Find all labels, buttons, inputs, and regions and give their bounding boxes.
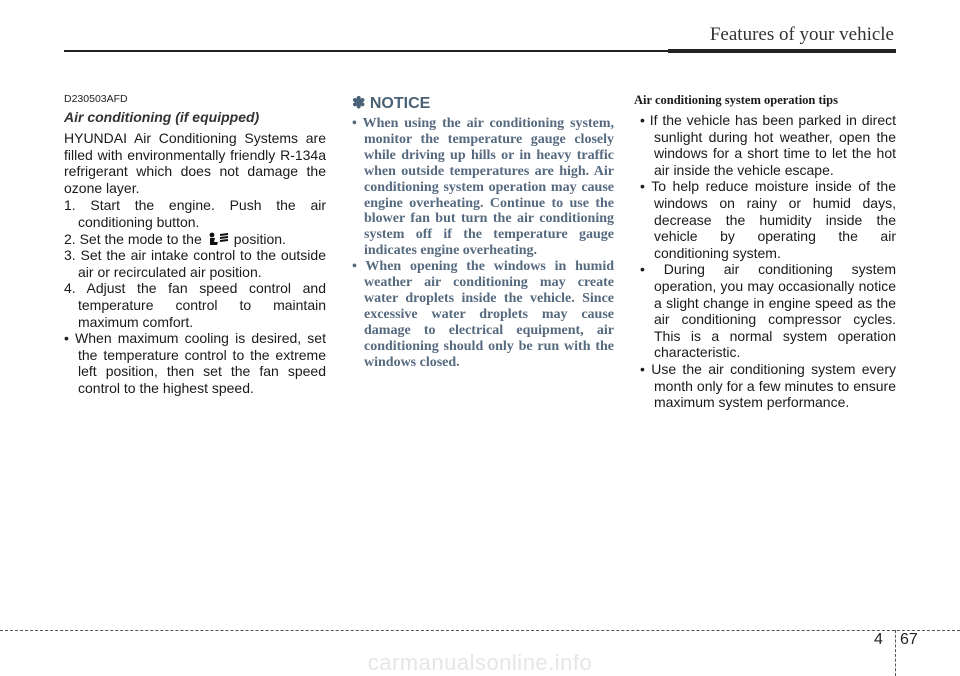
tip-1: • If the vehicle has been parked in direct sunlight during hot weather, open the windows for a short time to let the hot air inside the vehicle escape. — [640, 112, 896, 178]
left-column — [64, 93, 326, 397]
step-2-suffix: position. — [233, 230, 286, 247]
intro-paragraph: HYUNDAI Air Conditioning Systems are filled with environmentally friendly R-134a refrigerant which does not damage the ozone layer. — [64, 130, 326, 196]
header-rule-thin — [64, 50, 668, 52]
notice-item-2: • When opening the windows in humid weather air conditioning may create water droplets inside the vehicle. Since excessive water droplets may cause damage to electrical equipment, air conditioning should only be run with the windows closed. — [352, 259, 614, 370]
section-subheading: Air conditioning (if equipped) — [64, 109, 260, 125]
step-4: 4. Adjust the fan speed control and temperature control to maintain maximum comfort. — [64, 280, 326, 330]
step-2 — [64, 231, 326, 248]
step-2-text: 2. Set the mode to the — [64, 230, 202, 247]
tip-2: • To help reduce moisture inside of the windows on rainy or humid days, decrease the humidity inside the vehicle by operating the air conditioning system. — [640, 178, 896, 261]
footer-rule — [0, 630, 960, 631]
notice-item-1: • When using the air conditioning system, monitor the temperature gauge closely while driving up hills or in heavy traffic when outside temperatures are high. Air conditioning system operation may cause engine overheating. Continue to use the blower fan but turn the air conditioning system off if the temperature gauge indicates engine overheating. — [352, 116, 614, 259]
section-code: D230503AFD — [64, 93, 128, 105]
chapter-number: 4 — [874, 631, 883, 648]
page-number: 67 — [900, 631, 918, 648]
watermark: carmanualsonline.info — [367, 650, 593, 675]
step-1: 1. Start the engine. Push the air conditioning button. — [64, 197, 326, 230]
tips-heading: Air conditioning system operation tips — [634, 93, 838, 107]
page-header-title: Features of your vehicle — [709, 24, 894, 45]
header-rule — [64, 49, 896, 53]
face-vent-mode-icon — [206, 232, 230, 247]
header-rule-thick — [668, 49, 896, 53]
tip-4: • Use the air conditioning system every month only for a few minutes to ensure maximum system performance. — [640, 360, 896, 411]
tip-3: • During air conditioning system operation, you may occasionally notice a slight change in engine speed as the air conditioning compressor cycles. This is a normal system operation characteristic. — [640, 261, 896, 361]
notice-title: ✽ NOTICE — [352, 95, 431, 112]
cooling-bullet: • When maximum cooling is desired, set the temperature control to the extreme left position, then set the fan speed control to the highest speed. — [64, 330, 326, 396]
step-3: 3. Set the air intake control to the outside air or recirculated air position. — [64, 247, 326, 280]
tips-column — [634, 93, 896, 411]
notice-column — [352, 93, 614, 371]
